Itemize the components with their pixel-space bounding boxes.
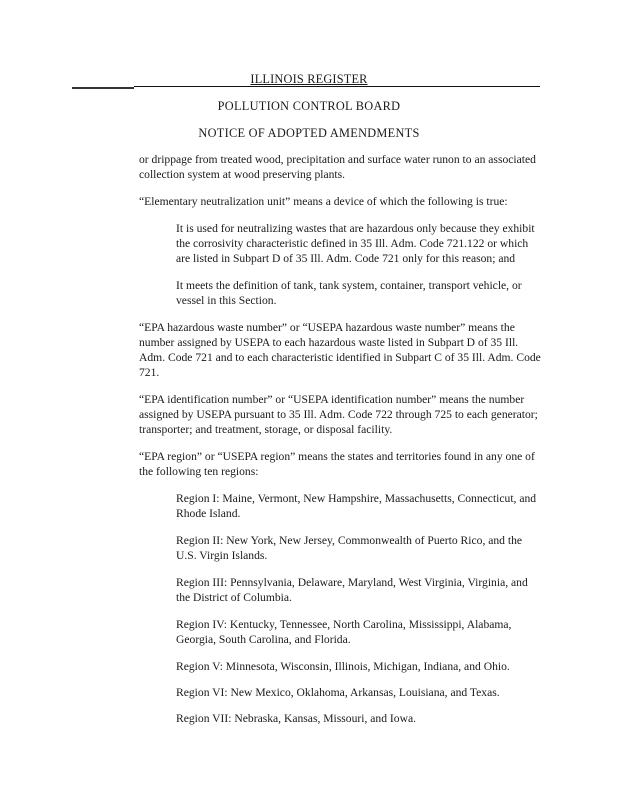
region-item: Region I: Maine, Vermont, New Hampshire, Massachusetts, Connecticut, and Rhode Island. bbox=[176, 492, 537, 520]
region-item: Region II: New York, New Jersey, Commonwealth of Puerto Rico, and the U.S. Virgin Islands. bbox=[176, 534, 523, 562]
region-item: Region VI: New Mexico, Oklahoma, Arkansas, Louisiana, and Texas. bbox=[176, 686, 500, 699]
region-item: Region IV: Kentucky, Tennessee, North Carolina, Mississippi, Alabama, Georgia, South Carolina, and Florida. bbox=[176, 618, 512, 646]
paragraph-elementary-neutralization: “Elementary neutralization unit” means a device of which the following is true: bbox=[139, 195, 508, 208]
register-title: ILLINOIS REGISTER bbox=[250, 72, 368, 86]
paragraph-epa-identification-number: “EPA identification number” or “USEPA identification number” means the number assigned by USEPA pursuant to 35 Ill. Adm. Code 722 through 725 to each generator; transporter; and treatment, storage, or disposal facility. bbox=[139, 393, 538, 436]
paragraph-epa-region: “EPA region” or “USEPA region” means the states and territories found in any one of the following ten regions: bbox=[139, 450, 535, 478]
paragraph-continuation: or drippage from treated wood, precipitation and surface water runon to an associated collection system at wood preserving plants. bbox=[139, 153, 536, 181]
list-item: It meets the definition of tank, tank system, container, transport vehicle, or vessel in this Section. bbox=[176, 279, 522, 307]
region-item: Region III: Pennsylvania, Delaware, Maryland, West Virginia, Virginia, and the District of Columbia. bbox=[176, 576, 528, 604]
region-item: Region V: Minnesota, Wisconsin, Illinois, Michigan, Indiana, and Ohio. bbox=[176, 660, 510, 673]
body-text bbox=[139, 152, 541, 738]
board-name: POLLUTION CONTROL BOARD bbox=[217, 99, 401, 113]
notice-title: NOTICE OF ADOPTED AMENDMENTS bbox=[198, 126, 420, 140]
region-item: Region VII: Nebraska, Kansas, Missouri, and Iowa. bbox=[176, 712, 416, 725]
header-rule-left bbox=[72, 87, 134, 89]
paragraph-epa-hazardous-waste-number: “EPA hazardous waste number” or “USEPA hazardous waste number” means the number assigned by USEPA to each hazardous waste listed in Subpart D of 35 Ill. Adm. Code 721 and to each characteristic identified in Subpart C of 35 Ill. Adm. Code 721. bbox=[139, 321, 541, 379]
list-item: It is used for neutralizing wastes that are hazardous only because they exhibit the corrosivity characteristic defined in 35 Ill. Adm. Code 721.122 or which are listed in Subpart D of 35 Ill. Adm. Code 721 only for this reason; and bbox=[176, 222, 535, 265]
